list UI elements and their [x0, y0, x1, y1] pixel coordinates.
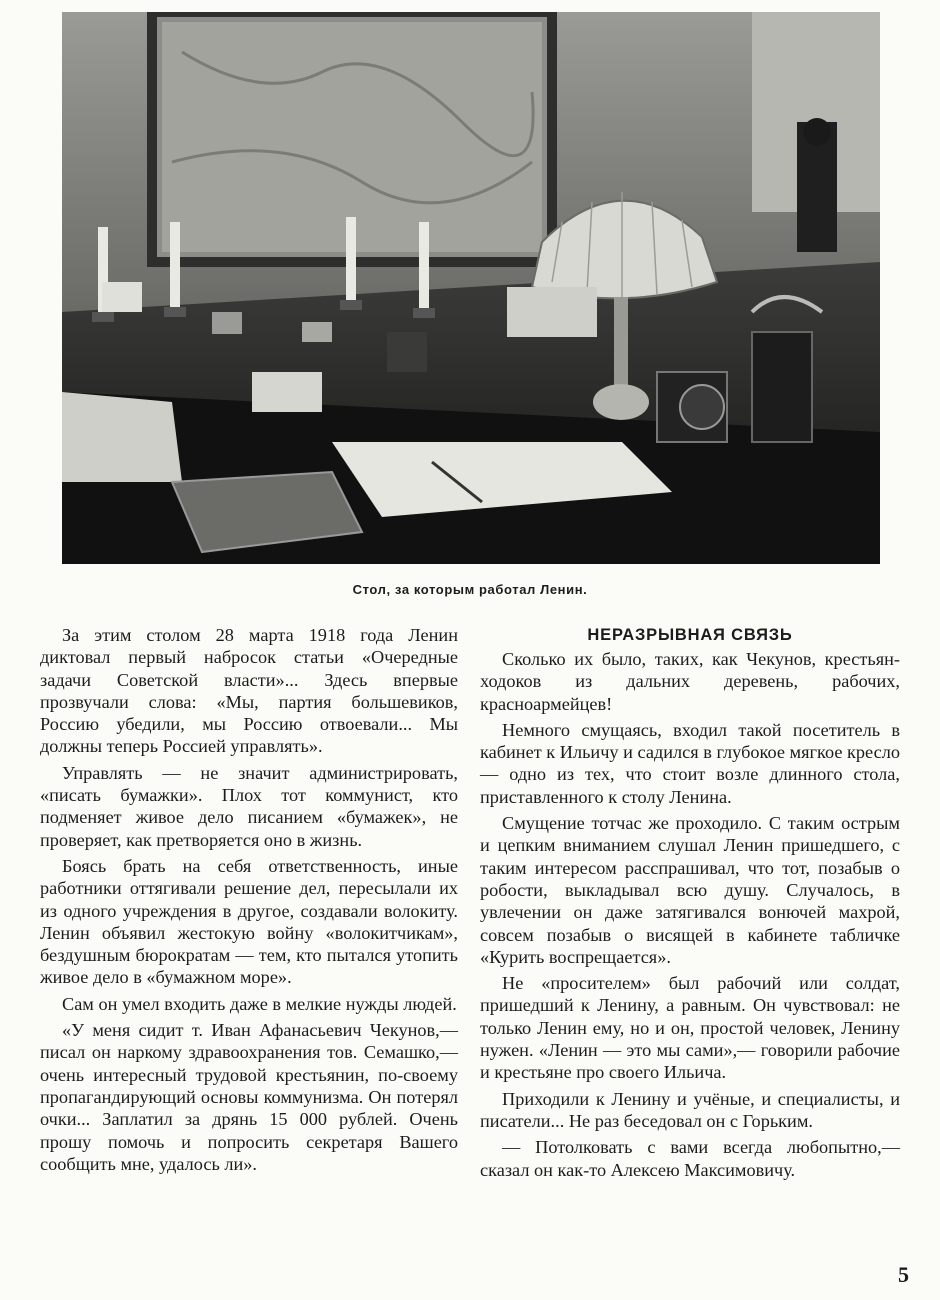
section-heading: НЕРАЗРЫВНАЯ СВЯЗЬ [587, 626, 793, 644]
paragraph: Не «просителем» был рабочий или солдат, пришедший к Ленину, а равным. Он чувствовал: не только Ленин ему, но и он, простой человек, Ленину нужен. «Ленин — это мы сами»,— говорили рабочие и крестьяне про своего Ильича. [480, 973, 900, 1083]
paragraph: Сам он умел входить даже в мелкие нужды людей. [62, 993, 457, 1014]
desk-photo-icon [62, 12, 880, 564]
paragraph: Приходили к Ленину и учёные, и специалисты, и писатели... Не раз беседовал он с Горьким. [480, 1088, 900, 1131]
paragraph: Боясь брать на себя ответственность, иные работники оттягивали решение дел, пересылали их из одного учреждения в другое, создавали волокиту. Ленин объявил жестокую войну «волокитчикам», бездушным бюрократам — тем, кто пытался утопить живое дело в «бумажном море». [40, 855, 458, 988]
paragraph: — Потолковать с вами всегда любопытно,— сказал он как-то Алексею Максимовичу. [480, 1137, 900, 1180]
left-column [40, 624, 458, 1175]
right-column [480, 624, 900, 1181]
paragraph: Сколько их было, таких, как Чекунов, крестьян-ходоков из дальних деревень, рабочих, красноармейцев! [480, 649, 900, 714]
page-number: 5 [898, 1262, 909, 1287]
photo-caption: Стол, за которым работал Ленин. [352, 582, 588, 597]
paragraph: «У меня сидит т. Иван Афанасьевич Чекунов,— писал он наркому здравоохранения тов. Семашко,— очень интересный трудовой крестьянин, по-своему пропагандирующий основы коммунизма. Он потерял очки... Заплатил за дрянь 15 000 рублей. Очень прошу помочь и попросить секретаря Вашего сообщить мне, удалось ли». [40, 1020, 458, 1174]
paragraph: Немного смущаясь, входил такой посетитель в кабинет к Ильичу и садился в глубокое мягкое кресло — одно из тех, что стоит возле длинного стола, приставленного к столу Ленина. [480, 719, 900, 807]
desk-photo [62, 12, 880, 564]
paragraph: Управлять — не значит администрировать, «писать бумажки». Плох тот коммунист, кто подменяет живое дело писанием «бумажек», не проверяет, как претворяется оно в жизнь. [40, 762, 458, 850]
paragraph: Смущение тотчас же проходило. С таким острым и цепким вниманием слушал Ленин пришедшего, с таким интересом расспрашивал, что тот, позабыв о робости, выкладывал всю душу. Случалось, в увлечении он даже затягивался вонючей махрой, совсем позабыв о висящей в кабинете табличке «Курить воспрещается». [480, 813, 900, 967]
paragraph: За этим столом 28 марта 1918 года Ленин диктовал первый набросок статьи «Очередные задачи Советской власти»... Здесь впервые прозвучали слова: «Мы, партия большевиков, Россию убедили, мы Россию отвоевали... Мы должны теперь Россией управлять». [40, 625, 458, 757]
